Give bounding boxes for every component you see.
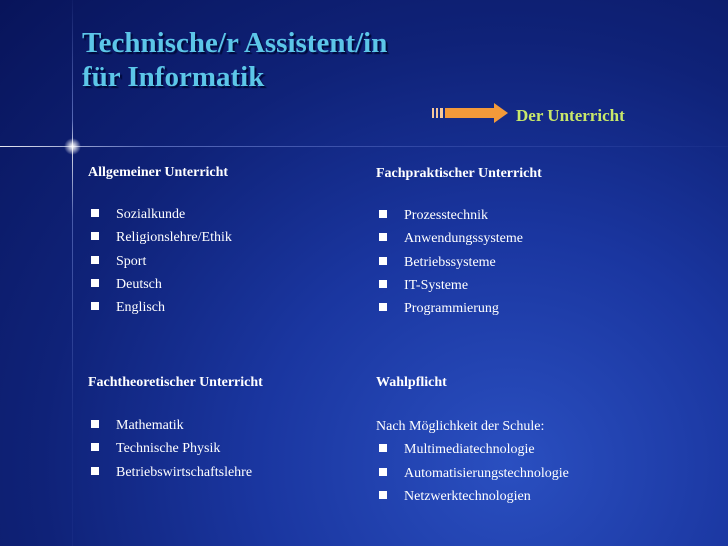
section-heading: Fachtheoretischer Unterricht bbox=[88, 375, 263, 390]
section-link-unterricht[interactable]: Der Unterricht bbox=[516, 106, 625, 125]
section-allgemein bbox=[88, 165, 232, 322]
list-item-label: Deutsch bbox=[116, 276, 162, 292]
section-heading: Allgemeiner Unterricht bbox=[88, 165, 229, 180]
list-item-label: Betriebswirtschaftslehre bbox=[116, 464, 253, 480]
list-item bbox=[376, 207, 542, 230]
bullet-square-icon bbox=[379, 491, 387, 499]
arrow-right-icon[interactable] bbox=[432, 103, 512, 123]
bullet-square-icon bbox=[379, 303, 387, 311]
vertical-divider bbox=[72, 0, 73, 546]
list-item-label: Betriebssysteme bbox=[404, 254, 496, 270]
section-list bbox=[376, 207, 542, 323]
section-list bbox=[376, 441, 569, 511]
section-list bbox=[88, 417, 263, 487]
sparkle-decoration bbox=[64, 138, 81, 155]
section-list bbox=[88, 206, 232, 322]
list-item-label: Sport bbox=[116, 253, 147, 269]
section-intro: Nach Möglichkeit der Schule: bbox=[376, 419, 545, 434]
list-item-label: Programmierung bbox=[404, 301, 499, 317]
list-item bbox=[88, 440, 263, 463]
bullet-square-icon bbox=[91, 420, 99, 428]
list-item bbox=[88, 206, 232, 229]
title-line-2: für Informatik bbox=[82, 61, 265, 93]
section-heading: Fachpraktischer Unterricht bbox=[376, 166, 542, 181]
horizontal-divider bbox=[0, 146, 728, 147]
list-item bbox=[376, 465, 569, 488]
list-item bbox=[376, 300, 542, 323]
section-heading: Wahlpflicht bbox=[376, 375, 447, 390]
bullet-square-icon bbox=[379, 210, 387, 218]
list-item-label: Religionslehre/Ethik bbox=[116, 230, 232, 246]
bullet-square-icon bbox=[379, 233, 387, 241]
list-item bbox=[88, 464, 263, 487]
bullet-square-icon bbox=[91, 467, 99, 475]
bullet-square-icon bbox=[91, 302, 99, 310]
list-item-label: Englisch bbox=[116, 300, 165, 316]
section-fachpraktisch bbox=[376, 166, 542, 323]
bullet-square-icon bbox=[91, 443, 99, 451]
list-item bbox=[376, 277, 542, 300]
bullet-square-icon bbox=[379, 468, 387, 476]
bullet-square-icon bbox=[91, 209, 99, 217]
list-item-label: Sozialkunde bbox=[116, 207, 186, 222]
title-line-1: Technische/r Assistent/in bbox=[82, 27, 388, 59]
section-fachtheoretisch bbox=[88, 375, 263, 487]
list-item-label: IT-Systeme bbox=[404, 277, 469, 293]
list-item-label: Multimediatechnologie bbox=[404, 442, 535, 458]
list-item bbox=[376, 441, 569, 464]
list-item bbox=[376, 230, 542, 253]
section-wahlpflicht bbox=[376, 375, 569, 511]
bullet-square-icon bbox=[91, 232, 99, 240]
list-item-label: Netzwerktechnologien bbox=[404, 488, 531, 504]
list-item-label: Technische Physik bbox=[116, 441, 221, 457]
bullet-square-icon bbox=[91, 256, 99, 264]
list-item-label: Anwendungssysteme bbox=[404, 231, 523, 247]
bullet-square-icon bbox=[91, 279, 99, 287]
list-item bbox=[88, 229, 232, 252]
list-item bbox=[376, 254, 542, 277]
list-item bbox=[88, 276, 232, 299]
bullet-square-icon bbox=[379, 444, 387, 452]
list-item bbox=[376, 488, 569, 511]
list-item-label: Prozesstechnik bbox=[404, 208, 488, 223]
slide-title bbox=[82, 26, 387, 94]
list-item-label: Automatisierungstechnologie bbox=[404, 465, 569, 481]
bullet-square-icon bbox=[379, 257, 387, 265]
list-item-label: Mathematik bbox=[116, 418, 184, 433]
list-item bbox=[88, 253, 232, 276]
list-item bbox=[88, 299, 232, 322]
list-item bbox=[88, 417, 263, 440]
bullet-square-icon bbox=[379, 280, 387, 288]
